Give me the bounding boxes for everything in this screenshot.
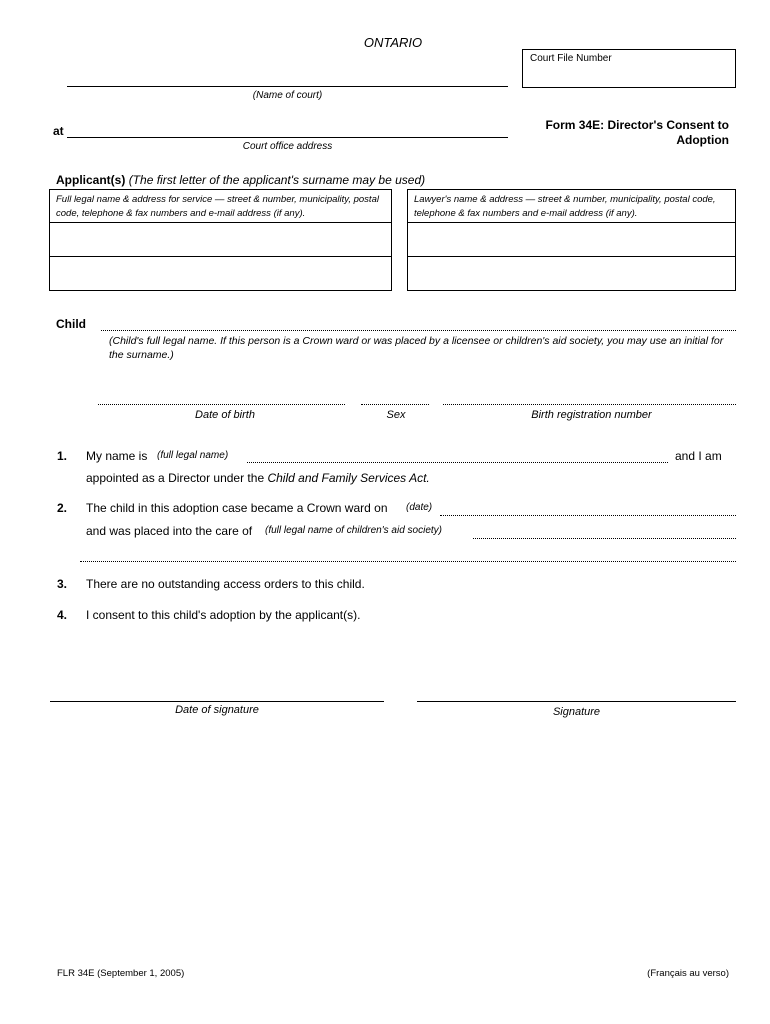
- applicants-heading: Applicant(s): [56, 173, 126, 187]
- signature-caption: Signature: [552, 706, 601, 718]
- form-code: FLR 34E (September 1, 2005): [57, 968, 185, 979]
- lawyer-row-divider-1: [408, 222, 735, 223]
- sex-field[interactable]: [361, 404, 429, 405]
- applicants-heading-row: [56, 173, 425, 187]
- court-file-number-box[interactable]: [522, 49, 736, 88]
- sex-caption: Sex: [386, 409, 406, 421]
- lawyer-info-box: [407, 189, 736, 291]
- paragraph-1-text-a: My name is: [86, 449, 148, 463]
- jurisdiction-title: ONTARIO: [363, 35, 423, 50]
- applicant-info-box: [49, 189, 392, 291]
- paragraph-1-number: 1.: [57, 449, 68, 463]
- form-title-line2: Adoption: [676, 133, 729, 147]
- child-name-field[interactable]: [101, 330, 736, 331]
- at-label: at: [53, 124, 64, 138]
- act-name: Child and Family Services Act.: [267, 471, 430, 485]
- court-file-number-label: Court File Number: [530, 53, 612, 64]
- paragraph-1-hint: (full legal name): [157, 450, 229, 461]
- paragraph-3-text: There are no outstanding access orders to this child.: [86, 577, 365, 591]
- name-of-court-caption: (Name of court): [252, 90, 323, 101]
- form-title-line1: Form 34E: Director's Consent to: [545, 118, 729, 132]
- name-of-court-line[interactable]: [67, 86, 508, 87]
- date-of-birth-field[interactable]: [98, 404, 345, 405]
- court-office-address-line[interactable]: [67, 137, 508, 138]
- paragraph-2-number: 2.: [57, 501, 68, 515]
- paragraph-2-hint2: (full legal name of children's aid society): [265, 525, 442, 536]
- french-version-note: (Français au verso): [647, 968, 729, 979]
- birth-registration-caption: Birth registration number: [531, 409, 652, 421]
- paragraph-4-number: 4.: [57, 608, 68, 622]
- lawyer-row-divider-2: [408, 256, 735, 257]
- childrens-aid-society-field-continued[interactable]: [80, 561, 736, 562]
- paragraph-2-text-a: The child in this adoption case became a Crown ward on: [86, 501, 388, 515]
- paragraph-1-text-c: appointed as a Director under the: [86, 471, 265, 485]
- childrens-aid-society-field[interactable]: [473, 538, 736, 539]
- date-of-signature-caption: Date of signature: [175, 704, 259, 716]
- paragraph-3-number: 3.: [57, 577, 68, 591]
- applicants-heading-note: (The first letter of the applicant's surname may be used): [128, 173, 426, 187]
- paragraph-1-text-b: and I am: [675, 449, 722, 463]
- paragraph-1-line2: [86, 471, 430, 485]
- paragraph-4-text: I consent to this child's adoption by the applicant(s).: [86, 608, 361, 622]
- paragraph-2-text-b: and was placed into the care of: [86, 524, 253, 538]
- applicant-box-label: Full legal name & address for service — street & number, municipality, postal code, telephone & fax numbers and e-mail address (if any).: [56, 194, 379, 219]
- director-name-field[interactable]: [247, 462, 668, 463]
- court-office-address-caption: Court office address: [242, 141, 333, 152]
- applicant-row-divider-1: [50, 222, 391, 223]
- lawyer-box-label: Lawyer's name & address — street & number, municipality, postal code, telephone & fax numbers and e-mail address (if any).: [414, 194, 716, 219]
- child-name-note: (Child's full legal name. If this person is a Crown ward or was placed by a licensee or children's aid society, you may use an initial for the surname.): [109, 335, 724, 361]
- applicant-row-divider-2: [50, 256, 391, 257]
- birth-registration-field[interactable]: [443, 404, 736, 405]
- signature-line[interactable]: [417, 701, 736, 702]
- paragraph-2-hint: (date): [406, 502, 433, 513]
- date-of-signature-line[interactable]: [50, 701, 384, 702]
- child-heading: Child: [56, 317, 86, 331]
- crown-ward-date-field[interactable]: [440, 515, 736, 516]
- date-of-birth-caption: Date of birth: [195, 409, 255, 421]
